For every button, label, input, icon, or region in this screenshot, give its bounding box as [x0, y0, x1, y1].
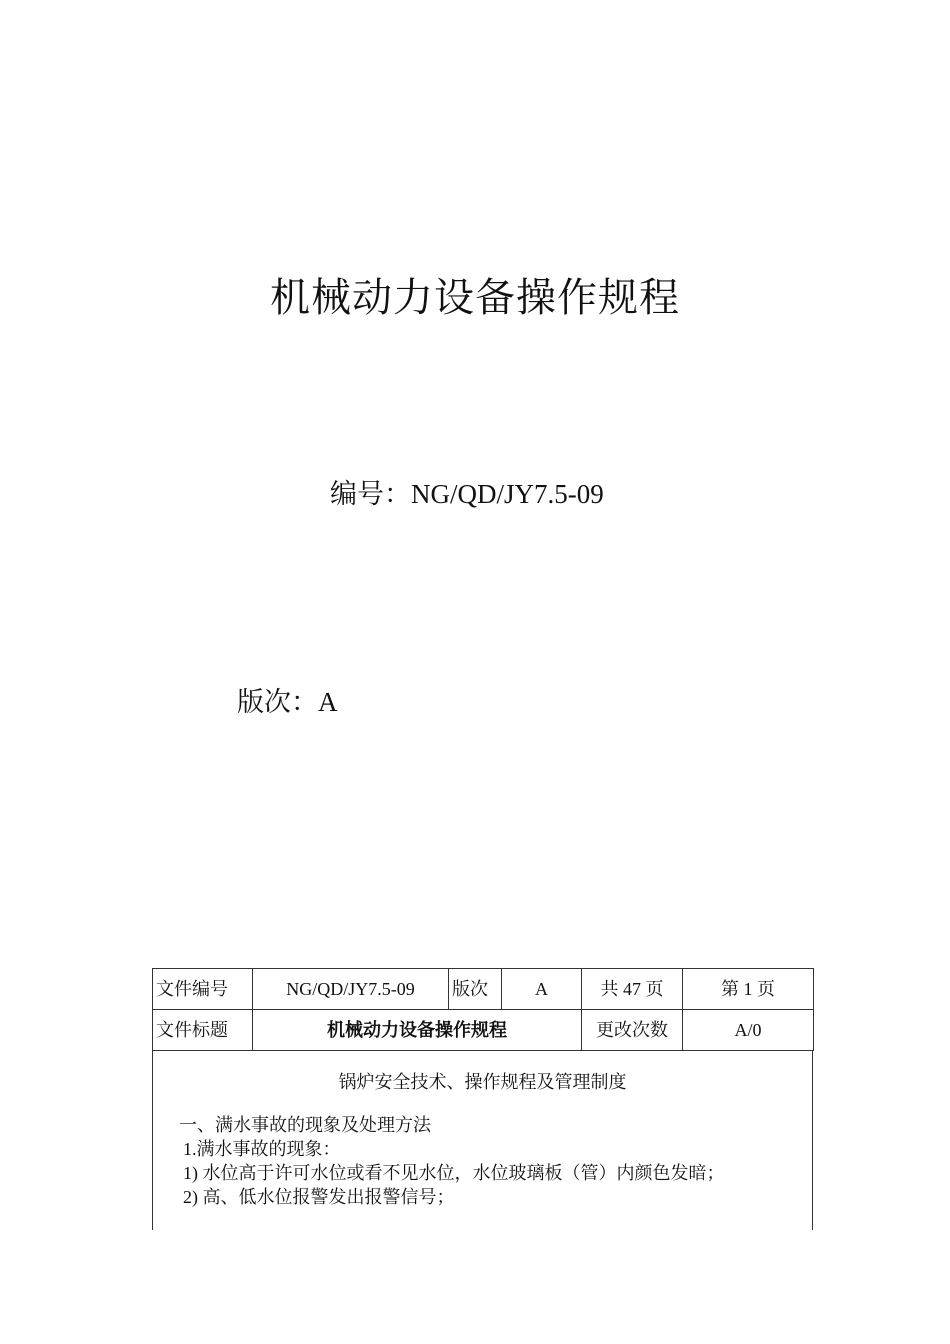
document-version: 版次：A [237, 687, 338, 717]
document-number: 编号：NG/QD/JY7.5-09 [330, 479, 604, 509]
content-heading: 锅炉安全技术、操作规程及管理制度 [338, 1072, 627, 1092]
file-number-value: NG/QD/JY7.5-09 [253, 969, 449, 1010]
document-content [152, 1050, 813, 1230]
file-number-label: 文件编号 [153, 969, 253, 1010]
document-title: 机械动力设备操作规程 [270, 275, 680, 320]
revision-count-label: 更改次数 [582, 1010, 683, 1051]
info-row-file-title [153, 1010, 814, 1051]
revision-count-value: A/0 [683, 1010, 814, 1051]
content-body [179, 1113, 725, 1209]
total-pages: 共 47 页 [582, 969, 683, 1010]
content-line: 1) 水位高于许可水位或看不见水位，水位玻璃板（管）内颜色发暗； [183, 1163, 725, 1183]
file-title-value: 机械动力设备操作规程 [253, 1010, 582, 1051]
file-title-label: 文件标题 [153, 1010, 253, 1051]
content-line: 1.满水事故的现象： [183, 1139, 341, 1159]
content-line: 2) 高、低水位报警发出报警信号； [183, 1187, 455, 1207]
page-number: 第 1 页 [683, 969, 814, 1010]
version-value: A [502, 969, 582, 1010]
document-info-table [152, 968, 814, 1051]
info-row-file-number [153, 969, 814, 1010]
version-label: 版次 [449, 969, 502, 1010]
content-line: 一、满水事故的现象及处理方法 [179, 1115, 431, 1135]
